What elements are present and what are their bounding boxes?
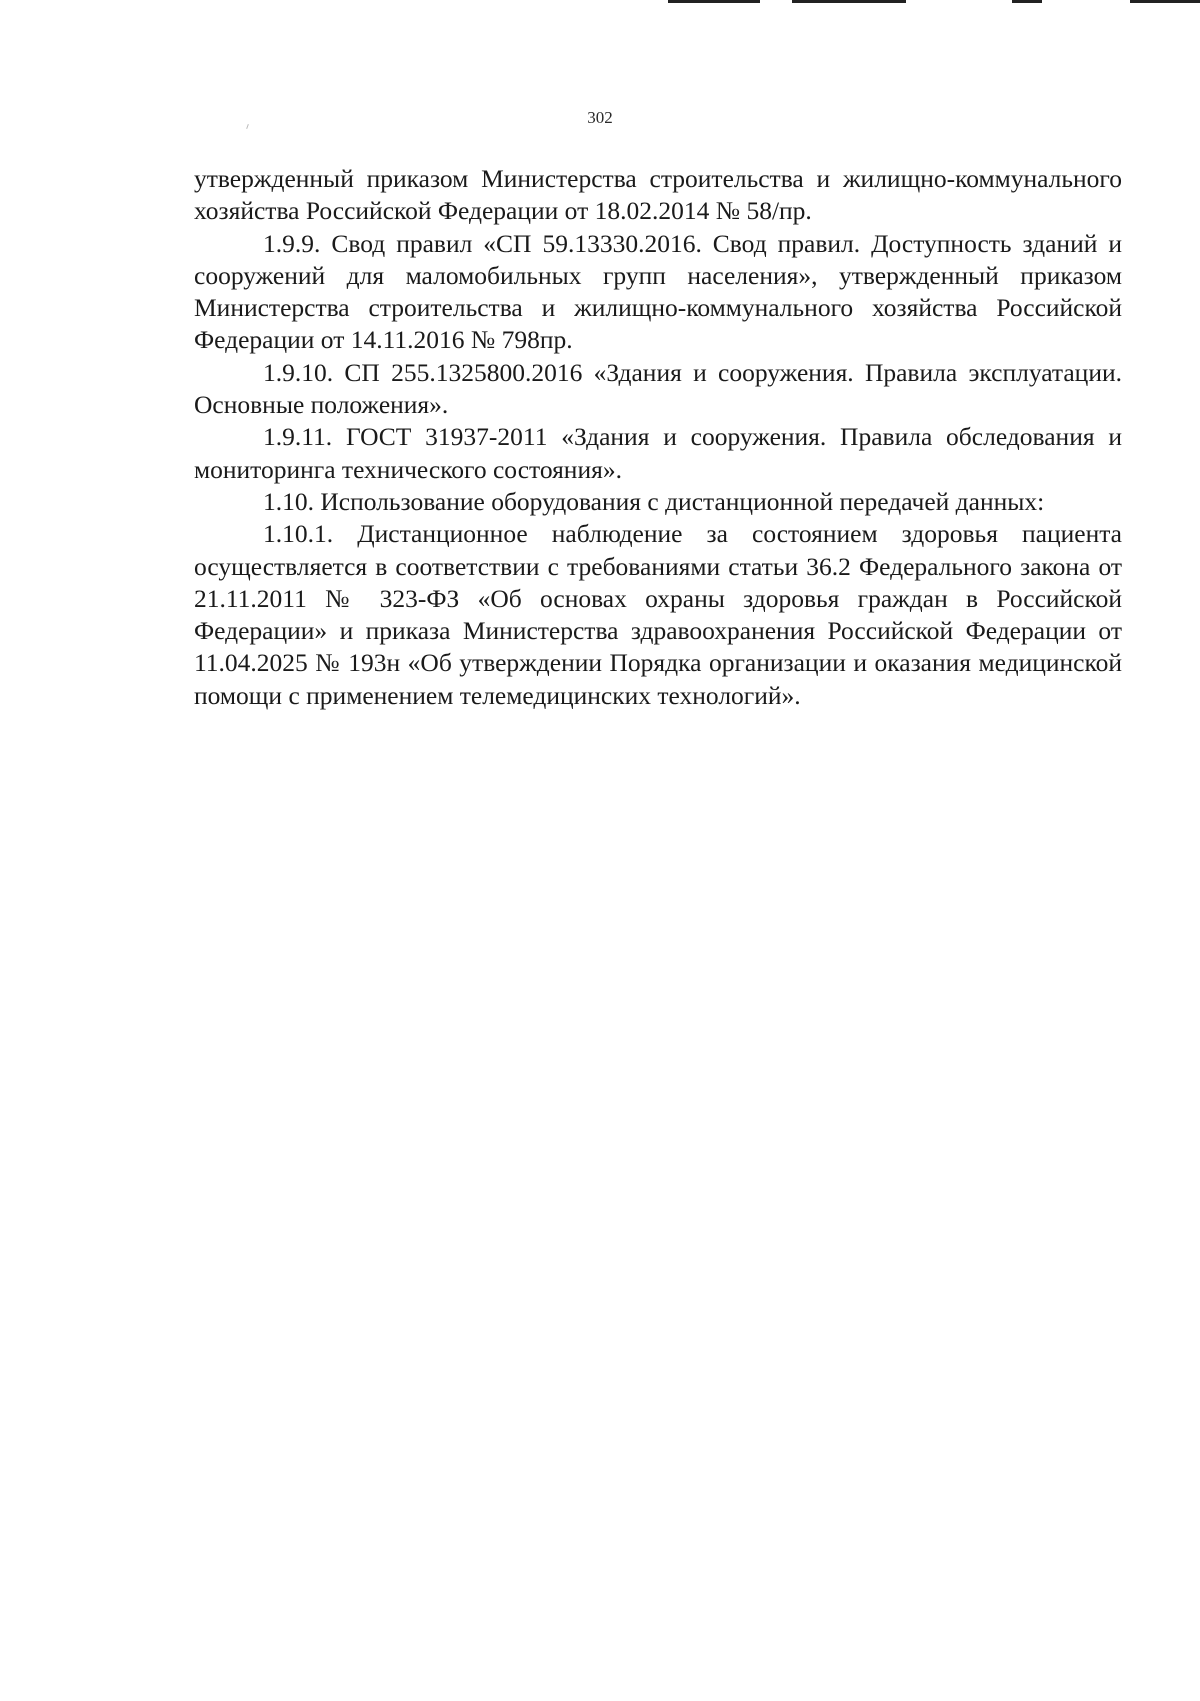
paragraph-1-9-9: 1.9.9. Свод правил «СП 59.13330.2016. Свод правил. Доступность зданий и сооружений для маломобильных групп населения», утвержденный приказом Министерства строительства и жилищно-коммунального хозяйства Российской Федерации от 14.11.2016 № 798пр. [194, 228, 1122, 355]
paragraph-1-9-10: 1.9.10. СП 255.1325800.2016 «Здания и сооружения. Правила эксплуатации. Основные положения». [194, 357, 1122, 420]
scan-edge-artifact [792, 0, 906, 3]
paragraph-1-10-1: 1.10.1. Дистанционное наблюдение за состоянием здоровья пациента осуществляется в соответствии с требованиями статьи 36.2 Федерального закона от 21.11.2011 № 323-ФЗ «Об основах охраны здоровья граждан в Российской Федерации» и приказа Министерства здравоохранения Российской Федерации от 11.04.2025 № 193н «Об утверждении Порядка организации и оказания медицинской помощи с применением телемедицинских технологий». [194, 519, 1122, 710]
scan-edge-artifact [668, 0, 760, 3]
scan-edge-artifact [1130, 0, 1200, 3]
scan-edge-artifact [1012, 0, 1042, 3]
paragraph-1-9-11: 1.9.11. ГОСТ 31937-2011 «Здания и сооружения. Правила обследования и мониторинга технического состояния». [194, 422, 1122, 484]
paragraph-continuation: утвержденный приказом Министерства строительства и жилищно-коммунального хозяйства Российской Федерации от 18.02.2014 № 58/пр. [194, 164, 1122, 226]
document-body [194, 163, 1122, 712]
paragraph-1-10: 1.10. Использование оборудования с дистанционной передачей данных: [263, 486, 1045, 516]
page-number: 302 [587, 108, 613, 127]
